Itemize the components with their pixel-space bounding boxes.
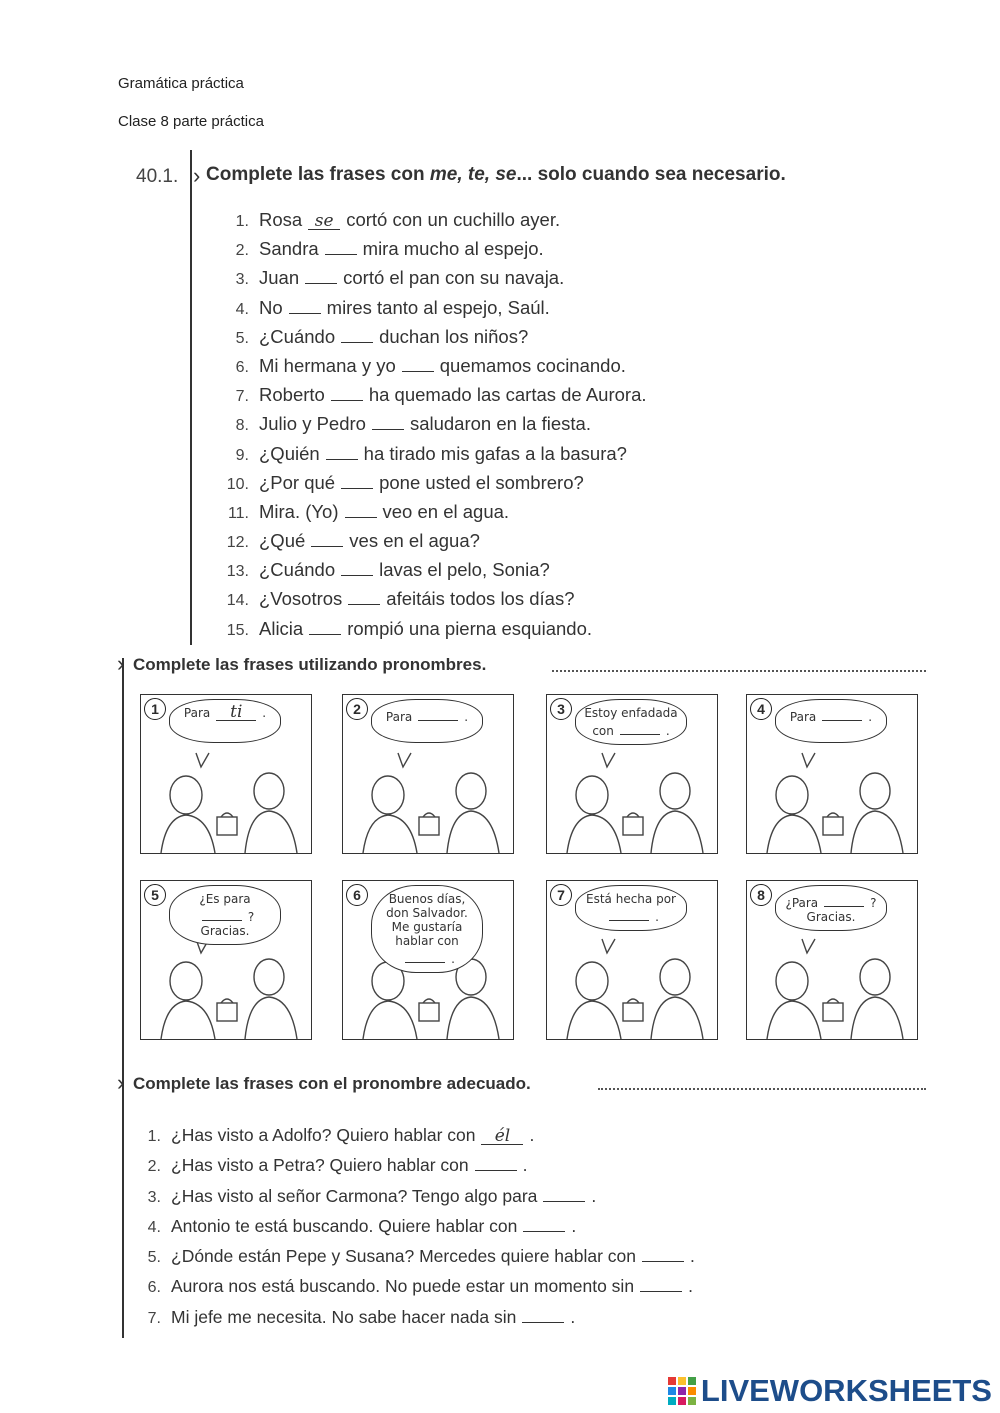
item-number: 11. [227,504,249,522]
comic-panel-4 [746,694,918,854]
item-text-after: . [591,1185,597,1206]
item-text-before: Aurora nos está buscando. No puede estar un momento sin [171,1276,635,1297]
exercise-3-item [145,1150,695,1180]
exercise-1-item [215,322,647,351]
item-text-before: Roberto [259,384,325,406]
bubble-text-before: Está hecha por [586,892,676,906]
item-text-after: mires tanto al espejo, Saúl. [326,296,550,318]
exercise-3-item [145,1302,695,1332]
comic-panel-3 [546,694,718,854]
item-text-before: ¿Has visto al señor Carmona? Tengo algo para [171,1185,538,1206]
answer-blank[interactable] [341,474,373,489]
answer-blank[interactable] [609,906,649,921]
item-text-before: Juan [259,267,300,289]
item-text-before: Antonio te está buscando. Quiere hablar con [171,1215,518,1236]
exercise-3-list [145,1120,695,1332]
item-number: 15. [226,621,249,639]
item-text-before: Mi jefe me necesita. No sabe hacer nada sin [171,1306,517,1327]
exercise-1-item [215,351,647,380]
exercises-2-3-margin-line [122,658,124,1338]
item-number: 5. [147,1249,161,1267]
comic-panel-2 [342,694,514,854]
item-number: 14. [226,592,249,610]
exercise-1-item [215,584,647,613]
item-text-after: ves en el agua? [349,530,480,552]
item-text-before: Julio y Pedro [259,413,366,435]
speech-bubble [169,885,281,945]
liveworksheets-logo-icon [667,1376,697,1406]
item-text-after: ha quemado las cartas de Aurora. [368,384,647,406]
panel-number: 6 [346,884,368,906]
item-text-before: ¿Quién [259,442,320,464]
document-header-title: Gramática práctica [118,75,244,92]
exercise-3-title: Complete las frases con el pronombre adecuado. [133,1074,531,1093]
bubble-text-after: ? Gracias. [806,896,877,924]
item-text-after: quemamos cocinando. [439,354,626,376]
answer-blank[interactable] [348,590,380,605]
item-number: 12. [226,534,249,552]
answer-blank[interactable] [418,706,458,721]
answer-blank[interactable] [475,1156,517,1171]
answer-blank[interactable]: se [308,215,340,230]
speech-bubble [575,885,687,931]
arrow-icon: › [117,651,125,676]
document-header-subtitle: Clase 8 parte práctica [118,113,264,130]
exercise-1-item [215,614,647,643]
liveworksheets-brand[interactable] [667,1374,992,1408]
bubble-text-after: . [655,910,659,924]
speech-bubble [775,885,887,931]
answer-blank[interactable] [640,1277,682,1292]
item-number: 7. [235,388,249,406]
answer-blank[interactable] [326,445,358,460]
panel-number: 1 [144,698,166,720]
speech-bubble [371,885,483,973]
panel-number: 8 [750,884,772,906]
item-text-before: ¿Vosotros [259,588,343,610]
exercise-1-item [215,380,647,409]
exercise-1-item [215,555,647,584]
answer-blank[interactable] [523,1217,565,1232]
exercise-1-item [215,234,647,263]
bubble-text-after: ? Gracias. [200,910,255,938]
dotted-rule [552,670,926,672]
answer-blank[interactable]: él [481,1130,523,1145]
exercise-1-list [215,205,647,643]
item-text-after: . [570,1306,576,1327]
item-number: 2. [147,1158,161,1176]
item-text-after: . [571,1215,577,1236]
exercise-1-margin-line [190,150,192,645]
item-text-before: ¿Qué [259,530,306,552]
answer-blank[interactable] [311,532,343,547]
item-number: 13. [226,563,249,581]
item-text-after: . [522,1155,528,1176]
answer-blank[interactable] [405,948,445,963]
panel-number: 7 [550,884,572,906]
answer-blank[interactable] [372,415,404,430]
dotted-rule [598,1088,926,1090]
item-number: 8. [235,417,249,435]
arrow-icon: › [193,163,201,188]
item-text-after: saludaron en la fiesta. [409,413,591,435]
bubble-text-before: Para [183,706,211,720]
exercise-3-item [145,1181,695,1211]
item-number: 3. [147,1188,161,1206]
answer-blank[interactable] [543,1187,585,1202]
exercise-1-title: Complete las frases con me, te, se... solo cuando sea necesario. [206,164,786,185]
item-text-before: ¿Dónde están Pepe y Susana? Mercedes quiere hablar con [171,1246,637,1267]
item-text-before: ¿Has visto a Petra? Quiero hablar con [171,1155,469,1176]
item-number: 4. [235,300,249,318]
arrow-icon: › [117,1070,125,1095]
exercise-2-title: Complete las frases utilizando pronombres. [133,655,487,674]
answer-blank[interactable] [325,240,357,255]
bubble-text-after: . [665,724,670,738]
item-text-before: ¿Por qué [259,471,336,493]
item-text-after: ha tirado mis gafas a la basura? [363,442,627,464]
exercise-1-item [215,497,647,526]
item-text-after: pone usted el sombrero? [379,471,584,493]
item-number: 5. [235,329,249,347]
panel-number: 4 [750,698,772,720]
item-text-after: afeitáis todos los días? [386,588,575,610]
item-text-after: . [529,1125,535,1145]
answer-blank[interactable] [522,1308,564,1323]
item-number: 7. [147,1309,161,1327]
exercise-number: 40.1. [136,166,179,187]
item-text-after: cortó el pan con su navaja. [343,267,565,289]
item-text-after: veo en el agua. [382,500,510,522]
item-number: 3. [235,271,249,289]
answer-blank[interactable] [331,386,363,401]
exercise-1-item [215,205,647,234]
answer-blank[interactable] [305,269,337,284]
answer-blank[interactable] [345,503,377,518]
bubble-text-before: ¿Para [785,896,819,910]
item-text-after: . [688,1276,693,1297]
answer-blank[interactable] [822,706,862,721]
bubble-text-after: . [464,710,469,724]
panel-number: 5 [144,884,166,906]
answer-blank[interactable] [309,620,341,635]
item-text-before: ¿Has visto a Adolfo? Quiero hablar con [171,1125,476,1145]
exercise-1-item [215,526,647,555]
item-text-before: Rosa [259,209,303,230]
bubble-text-before: Para [789,710,817,724]
answer-blank[interactable]: ti [216,706,256,721]
item-text-after: cortó con un cuchillo ayer. [346,209,561,230]
item-number: 6. [147,1279,161,1297]
item-text-before: ¿Cuándo [259,325,336,347]
item-number: 1. [147,1128,161,1145]
exercise-1-item [215,439,647,468]
exercise-3-item [145,1211,695,1241]
panel-number: 2 [346,698,368,720]
exercise-3-item [145,1271,695,1301]
panel-number: 3 [550,698,572,720]
exercise-1-item [215,263,647,292]
item-number: 4. [147,1218,161,1236]
answer-blank[interactable] [620,720,660,735]
speech-bubble [371,699,483,743]
comic-panel-7 [546,880,718,1040]
item-text-before: No [259,296,283,318]
bubble-text-before: Buenos días, don Salvador. Me gustaría hablar con [386,892,468,948]
bubble-text-before: Para [385,710,413,724]
comic-panel-8 [746,880,918,1040]
exercise-1-item [215,409,647,438]
item-text-before: Mira. (Yo) [259,500,339,522]
answer-blank[interactable] [202,906,242,921]
item-number: 9. [235,446,249,464]
item-text-after: . [690,1246,695,1267]
bubble-text-after: . [451,952,455,966]
item-text-after: rompió una pierna esquiando. [347,617,593,639]
item-text-after: mira mucho al espejo. [362,238,544,260]
item-text-before: Sandra [259,238,319,260]
item-text-before: Alicia [259,617,304,639]
item-number: 6. [235,358,249,376]
item-number: 10. [226,475,249,493]
item-text-after: lavas el pelo, Sonia? [379,559,550,581]
exercise-1-item [215,293,647,322]
exercise-3-item [145,1241,695,1271]
exercise-3-item [145,1120,695,1150]
speech-bubble [575,699,687,745]
speech-bubble [775,699,887,743]
answer-blank[interactable] [341,328,373,343]
brand-name: LIVEWORKSHEETS [700,1373,992,1408]
item-number: 1. [235,213,249,230]
item-text-before: Mi hermana y yo [259,354,396,376]
bubble-text-after: . [262,706,267,720]
bubble-text-before: Estoy enfadada con [584,706,678,738]
bubble-text-after: . [868,710,873,724]
item-text-before: ¿Cuándo [259,559,336,581]
answer-blank[interactable] [289,299,321,314]
answer-blank[interactable] [642,1247,684,1262]
answer-blank[interactable] [824,892,864,907]
item-text-after: duchan los niños? [379,325,529,347]
item-number: 2. [235,242,249,260]
comic-panel-6 [342,880,514,1040]
speech-bubble [169,699,281,743]
exercise-1-item [215,468,647,497]
comic-panel-5 [140,880,312,1040]
answer-blank[interactable] [402,357,434,372]
bubble-text-before: ¿Es para [199,892,251,906]
comic-panel-1 [140,694,312,854]
answer-blank[interactable] [341,561,373,576]
